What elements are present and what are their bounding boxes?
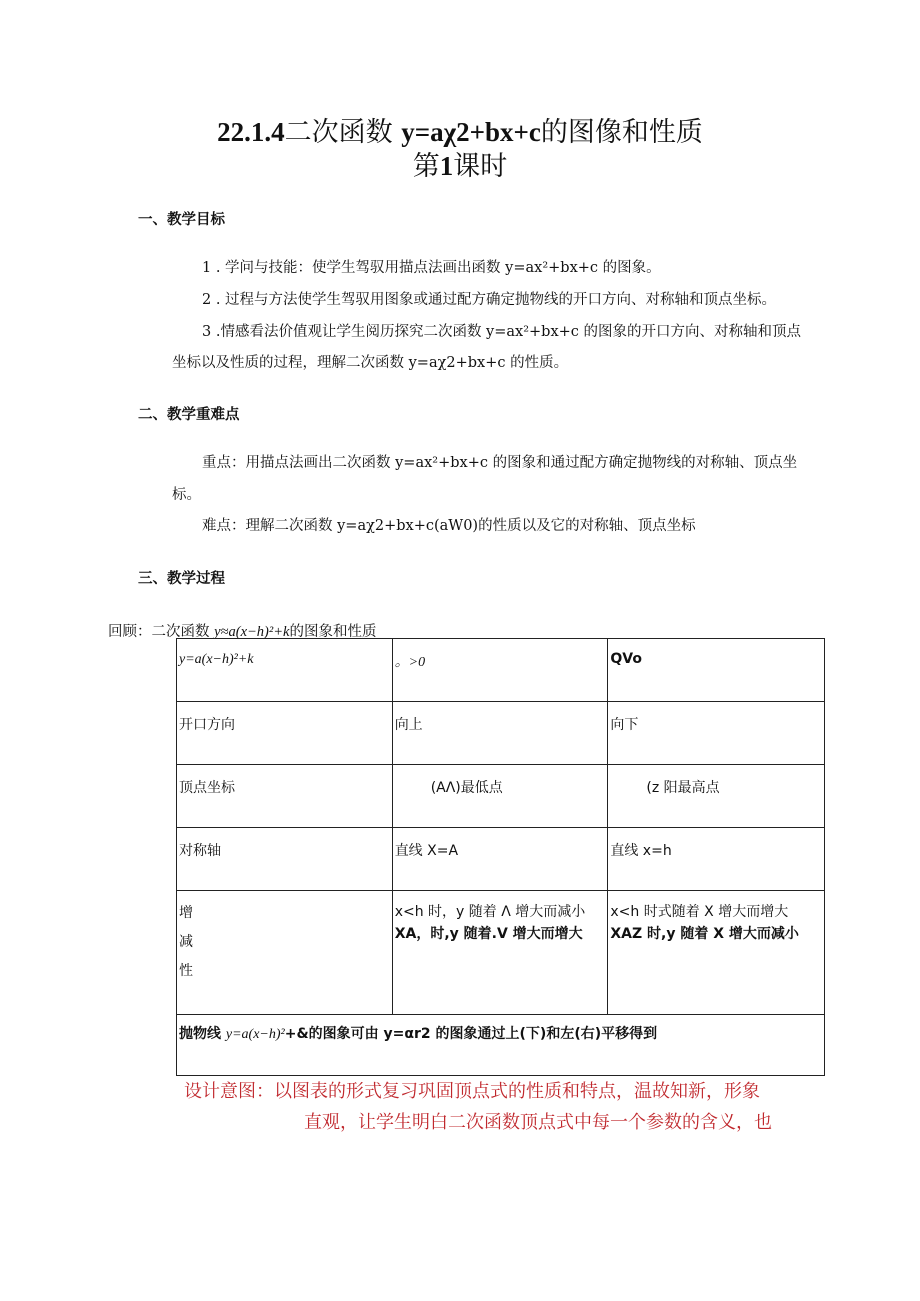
title-number: 22.1.4 <box>217 117 285 147</box>
key-point-line2: 标。 <box>172 487 201 503</box>
objective-item-1: 1 . 学问与技能：使学生驾驭用描点法画出函数 y=ax²+bx+c 的图象。 <box>202 260 661 276</box>
row-label-vertex: 顶点坐标 <box>177 765 393 828</box>
cell-opening-positive: 向上 <box>392 702 608 765</box>
cell-vertex-positive: (AΛ)最低点 <box>392 765 608 828</box>
properties-table <box>176 638 825 1076</box>
header-a-negative: QVo <box>610 651 642 667</box>
mono-label-2: 减 <box>179 934 193 950</box>
table-row <box>177 702 825 765</box>
title-formula: y=aχ2+bx+c <box>401 117 541 147</box>
objective-item-2: 2 . 过程与方法使学生驾驭用图象或通过配方确定抛物线的开口方向、对称轴和顶点坐标。 <box>202 292 777 308</box>
subtitle-suffix: 课时 <box>453 151 508 182</box>
header-cell-a-positive <box>392 639 608 702</box>
footer-text: +&的图象可由 y=αr2 的图象通过上(下)和左(右)平移得到 <box>284 1026 658 1042</box>
review-formula: y≈a(x−h)²+k <box>214 624 290 640</box>
mono-positive-line2: XA，时,y 随着.V 增大而增大 <box>394 926 583 942</box>
key-point-line1: 重点：用描点法画出二次函数 y=ax²+bx+c 的图象和通过配方确定抛物线的对称轴、顶点坐 <box>202 455 798 471</box>
subtitle-prefix: 第 <box>412 151 440 182</box>
section-heading-objectives: 一、教学目标 <box>138 212 225 228</box>
objective-item-3-cont: 坐标以及性质的过程，理解二次函数 y=aχ2+bx+c 的性质。 <box>172 355 569 371</box>
title-text: 二次函数 <box>284 117 393 148</box>
row-label-axis: 对称轴 <box>177 828 393 891</box>
difficulty-line: 难点：理解二次函数 y=aχ2+bx+c(aW0)的性质以及它的对称轴、顶点坐标 <box>202 518 696 534</box>
table-row <box>177 891 825 1015</box>
mono-label-3: 性 <box>179 963 193 979</box>
table-row <box>177 1015 825 1076</box>
review-suffix: 的图象和性质 <box>289 624 377 640</box>
document-subtitle <box>0 148 920 185</box>
header-cell-a-negative <box>608 639 825 702</box>
title-suffix: 的图像和性质 <box>540 117 703 148</box>
review-prefix: 回顾：二次函数 <box>108 624 210 640</box>
mono-negative-line1: x<h 时式随着 X 增大而增大 <box>610 904 789 920</box>
table-row <box>177 639 825 702</box>
footer-cell-translation <box>177 1015 825 1076</box>
mono-negative-line2: XAZ 时,y 随着 X 增大而减小 <box>610 926 799 942</box>
subtitle-number: 1 <box>439 151 454 181</box>
mono-label-1: 增 <box>179 905 193 921</box>
footer-formula: y=a(x−h)² <box>225 1027 285 1042</box>
table-row <box>177 765 825 828</box>
section-heading-process: 三、教学过程 <box>138 571 225 587</box>
design-intent-line1: 设计意图：以图表的形式复习巩固顶点式的性质和特点，温故知新，形象 <box>184 1081 760 1102</box>
cell-vertex-negative: (z 阳最高点 <box>608 765 825 828</box>
row-label-opening: 开口方向 <box>177 702 393 765</box>
cell-axis-positive: 直线 X=A <box>392 828 608 891</box>
row-label-monotonicity <box>177 891 393 1015</box>
footer-prefix: 抛物线 <box>179 1026 221 1042</box>
design-intent-line2: 直观，让学生明白二次函数顶点式中每一个参数的含义，也 <box>304 1112 772 1133</box>
cell-monotonicity-negative <box>608 891 825 1015</box>
section-heading-keypoints: 二、教学重难点 <box>138 407 240 423</box>
objective-item-3: 3 .情感看法价值观让学生阅历探究二次函数 y=ax²+bx+c 的图象的开口方向、对称轴和顶点 <box>202 324 802 340</box>
document-title <box>0 114 920 151</box>
mono-positive-line1: x<h 时，y 随着 Λ 增大而减小 <box>394 904 586 920</box>
header-a-positive: 。>0 <box>394 655 426 670</box>
header-cell-formula <box>177 639 393 702</box>
cell-monotonicity-positive <box>392 891 608 1015</box>
cell-axis-negative: 直线 x=h <box>608 828 825 891</box>
table-row <box>177 828 825 891</box>
header-formula: y=a(x−h)²+k <box>179 652 254 667</box>
cell-opening-negative: 向下 <box>608 702 825 765</box>
